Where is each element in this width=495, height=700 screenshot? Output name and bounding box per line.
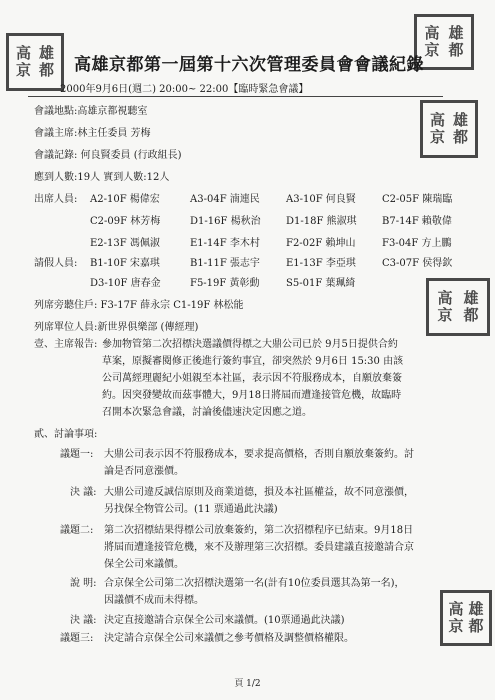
absentee: B1-10F 宋嘉琪 xyxy=(90,258,160,269)
item-line: 另找保全物管公司。(11 票通過此決議) xyxy=(104,504,278,515)
absentee: E1-13F 李亞琪 xyxy=(286,258,356,269)
absentee: F5-19F 黃彰動 xyxy=(190,278,260,289)
item-label: 說 明: xyxy=(70,578,97,589)
item-label: 決 議: xyxy=(70,615,97,626)
attendee: A3-04F 湳連民 xyxy=(190,194,260,205)
item-line: 合京保全公司第二次招標決選第一名(計有10位委員選其為第一名)， xyxy=(104,578,405,589)
absentee: B1-11F 張志宇 xyxy=(190,258,260,269)
item-line: 將屆而遭逢接管危機，來不及辦理第三次招標。委員建議直接邀請合京 xyxy=(104,542,414,553)
report-line: 約。因突發變故而茲事體大，9月18日將屆而遭逢接管危機，故臨時 xyxy=(102,390,402,401)
attendee: C2-09F 林芳梅 xyxy=(90,216,161,227)
divider xyxy=(28,96,443,97)
official-seal-stamp: 高 雄 京 都 xyxy=(6,33,64,91)
report-line: 公司萬經理麗紀小姐親至本社區，表示因不符服務成本，自願放棄簽 xyxy=(102,373,402,384)
report-line: 草案，原擬審閱修正後進行簽約事宜，卻突然於 9月6日 15:30 由該 xyxy=(102,356,404,367)
attending-units: 列席單位人員:新世界俱樂部 (傳經理) xyxy=(34,322,199,333)
attendee: F3-04F 方上鵬 xyxy=(382,238,452,249)
official-seal-stamp: 高 雄 京 都 xyxy=(420,100,478,158)
meeting-date: 2000年9月6日(週二) 20:00~ 22:00【臨時緊急會議】 xyxy=(60,84,309,95)
document-title: 高雄京都第一屆第十六次管理委員會會議紀錄 xyxy=(74,55,424,75)
attendee: E2-13F 馮佩淑 xyxy=(90,238,160,249)
meeting-chair: 會議主席:林主任委員 芳梅 xyxy=(34,128,151,139)
attendee: D1-16F 楊秋治 xyxy=(190,216,261,227)
item-label: 議題一: xyxy=(60,449,94,460)
report-line: 參加物管第二次招標決選議價得標之大鼎公司已於 9月5日提供合約 xyxy=(102,339,398,350)
official-seal-stamp: 高 雄 京 都 xyxy=(440,590,492,646)
item-line: 決定直接邀請合京保全公司來議價。(10票通過此決議) xyxy=(104,615,345,626)
attendance-count: 應到人數:19人 實到人數:12人 xyxy=(34,172,170,183)
item-line: 保全公司來議價。 xyxy=(104,559,184,570)
item-label: 決 議: xyxy=(70,487,97,498)
official-seal-stamp: 高 雄 京 都 xyxy=(414,14,474,70)
attendee: B7-14F 賴敬偉 xyxy=(382,216,452,227)
attendee: E1-14F 李木村 xyxy=(190,238,260,249)
attendee: D1-18F 熊淑琪 xyxy=(286,216,357,227)
item-line: 大鼎公司表示因不符服務成本，要求提高價格，否則自願放棄簽約。討 xyxy=(104,449,414,460)
item-line: 大鼎公司違反誠信原則及商業道德，損及本社區權益，故不同意漲價， xyxy=(104,487,414,498)
page-number: 頁 1/2 xyxy=(234,679,261,689)
leave-label: 請假人員: xyxy=(34,258,78,269)
item-line: 因議價不成而未得標。 xyxy=(104,595,204,606)
attendee: C2-05F 陳瑞臨 xyxy=(382,194,453,205)
observers: 列席旁聽住戶: F3-17F 薛永宗 C1-19F 林松能 xyxy=(34,300,244,311)
meeting-location: 會議地點:高雄京都視聽室 xyxy=(34,106,148,117)
discussion-label: 貳、討論事項: xyxy=(34,429,98,440)
report-label: 壹、主席報告: xyxy=(34,339,98,350)
official-seal-stamp: 高 雄 京 都 xyxy=(426,278,490,336)
present-label: 出席人員: xyxy=(34,194,78,205)
absentee: S5-01F 葉珮綺 xyxy=(286,278,356,289)
item-label: 議題二: xyxy=(60,525,94,536)
attendee: A2-10F 楊偉宏 xyxy=(90,194,160,205)
attendee: F2-02F 賴坤山 xyxy=(286,238,356,249)
meeting-recorder: 會議記錄: 何良賢委員 (行政組長) xyxy=(34,150,182,161)
item-line: 第二次招標結果得標公司放棄簽約，第二次招標程序已結束。9月18日 xyxy=(104,525,414,536)
item-label: 議題三: xyxy=(60,633,94,644)
report-line: 召開本次緊急會議，討論後儘速決定因應之道。 xyxy=(102,407,312,418)
attendee: A3-10F 何良賢 xyxy=(286,194,356,205)
absentee: D3-10F 唐春金 xyxy=(90,278,161,289)
absentee: C3-07F 侯得欽 xyxy=(382,258,453,269)
item-line: 論是否同意漲價。 xyxy=(104,466,184,477)
item-line: 決定請合京保全公司來議價之參考價格及調整價格權限。 xyxy=(104,633,354,644)
